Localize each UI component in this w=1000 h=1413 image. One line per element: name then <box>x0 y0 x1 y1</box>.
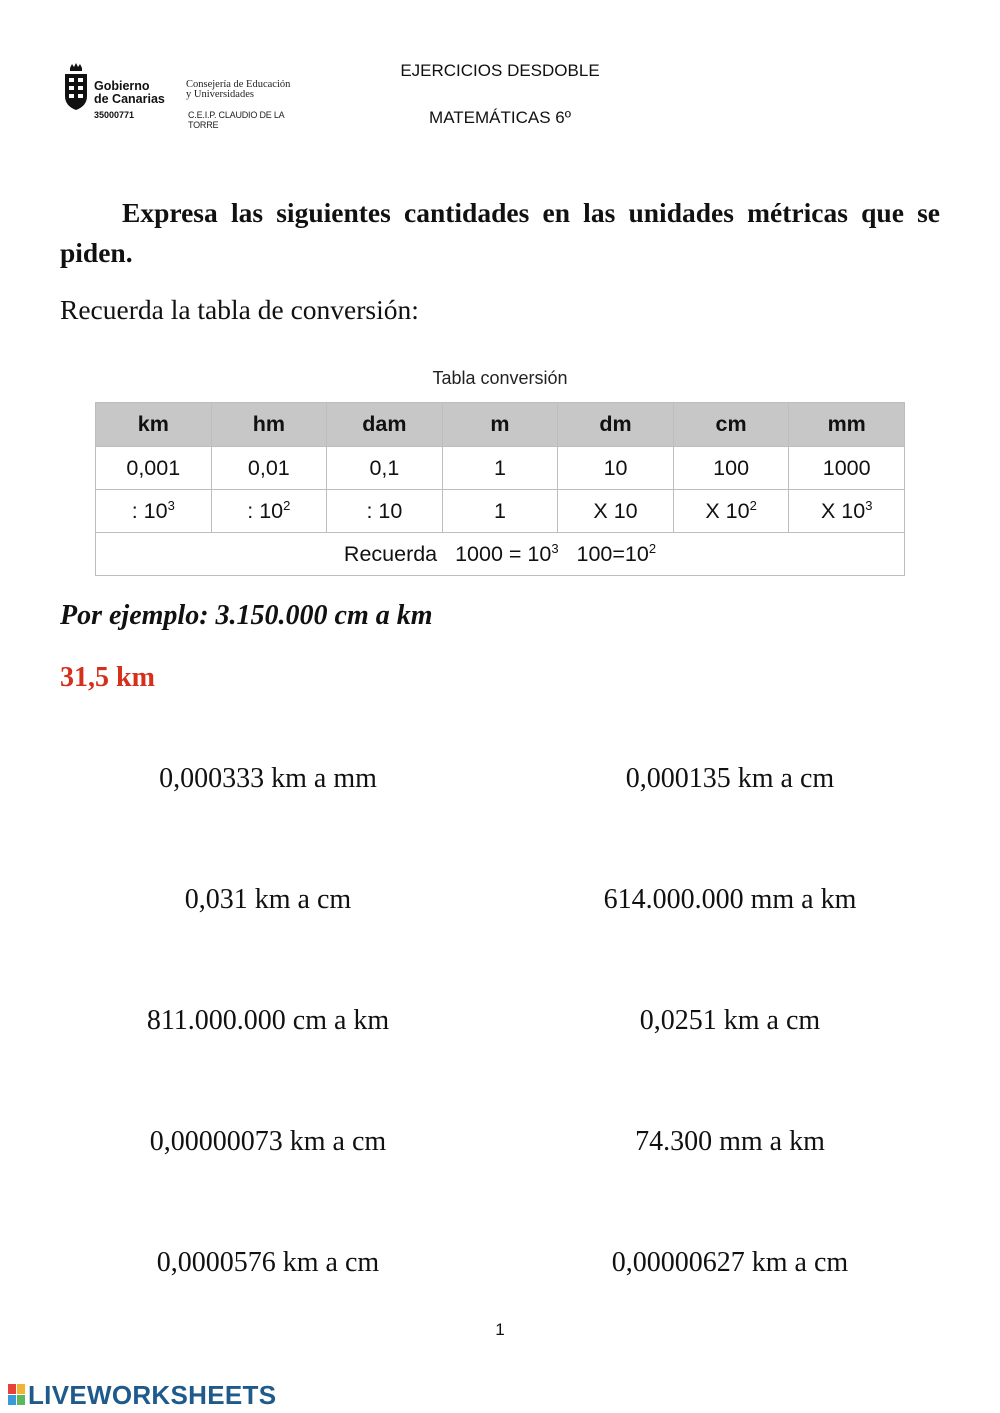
exercise-item: 0,00000073 km a cm <box>149 1126 387 1157</box>
org-name: Gobierno de Canarias <box>94 79 165 106</box>
op-cell: X $10^3$ <box>789 490 905 533</box>
instruction-text: Expresa las siguientes cantidades en las unidades métricas que se piden. <box>60 197 940 268</box>
liveworksheets-logo-icon <box>8 1384 26 1406</box>
value-cell: 1 <box>442 447 558 490</box>
exercise-item: 811.000.000 cm a km <box>146 1005 390 1036</box>
exercise-item: 614.000.000 mm a km <box>603 884 857 915</box>
school-name: C.E.I.P. CLAUDIO DE LA TORRE <box>188 110 284 130</box>
header-title: EJERCICIOS DESDOBLE <box>400 61 600 80</box>
header-cell: m <box>442 403 558 447</box>
op-cell: X $10^2$ <box>673 490 789 533</box>
example-prompt: Por ejemplo: 3.150.000 cm a km <box>60 600 433 631</box>
header-cell: dm <box>558 403 674 447</box>
value-cell: 1000 <box>789 447 905 490</box>
value-cell: 10 <box>558 447 674 490</box>
table-row-values <box>96 447 905 490</box>
exercise-item: 0,0000576 km a cm <box>156 1247 380 1278</box>
op-cell: : $10^2$ <box>211 490 327 533</box>
reminder-text: Recuerda la tabla de conversión: <box>60 294 419 325</box>
op-cell: : $10^3$ <box>96 490 212 533</box>
example-answer: 31,5 km <box>60 662 155 693</box>
exercise-item: 0,000135 km a cm <box>625 763 835 794</box>
op-cell: 1 <box>442 490 558 533</box>
exercise-item: 0,031 km a cm <box>184 884 352 915</box>
exercise-item: 0,000333 km a mm <box>159 763 377 794</box>
header-subtitle: MATEMÁTICAS 6º <box>429 108 571 127</box>
table-caption: Tabla conversión <box>432 368 568 388</box>
school-code: 35000771 <box>94 110 135 120</box>
table-header-row <box>96 403 905 447</box>
exercise-item: 74.300 mm a km <box>635 1126 825 1157</box>
value-cell: 0,1 <box>327 447 443 490</box>
page-number: 1 <box>495 1320 505 1339</box>
header-cell: hm <box>211 403 327 447</box>
header-cell: cm <box>673 403 789 447</box>
header-cell: km <box>96 403 212 447</box>
header-cell: dam <box>327 403 443 447</box>
conversion-table <box>95 402 905 576</box>
exercise-item: 0,00000627 km a cm <box>611 1247 849 1278</box>
value-cell: 100 <box>673 447 789 490</box>
value-cell: 0,01 <box>211 447 327 490</box>
op-cell: X 10 <box>558 490 674 533</box>
value-cell: 0,001 <box>96 447 212 490</box>
reminder-cell: Recuerda $1000 = 10^3$ $100=10^2$ <box>96 533 905 576</box>
table-row-footer <box>96 533 905 576</box>
table-row-operations <box>96 490 905 533</box>
exercise-item: 0,0251 km a cm <box>639 1005 821 1036</box>
header-cell: mm <box>789 403 905 447</box>
department-name: Consejería de Educación y Universidades <box>186 79 291 100</box>
op-cell: : 10 <box>327 490 443 533</box>
watermark-text: LIVEWORKSHEETS <box>28 1380 277 1410</box>
